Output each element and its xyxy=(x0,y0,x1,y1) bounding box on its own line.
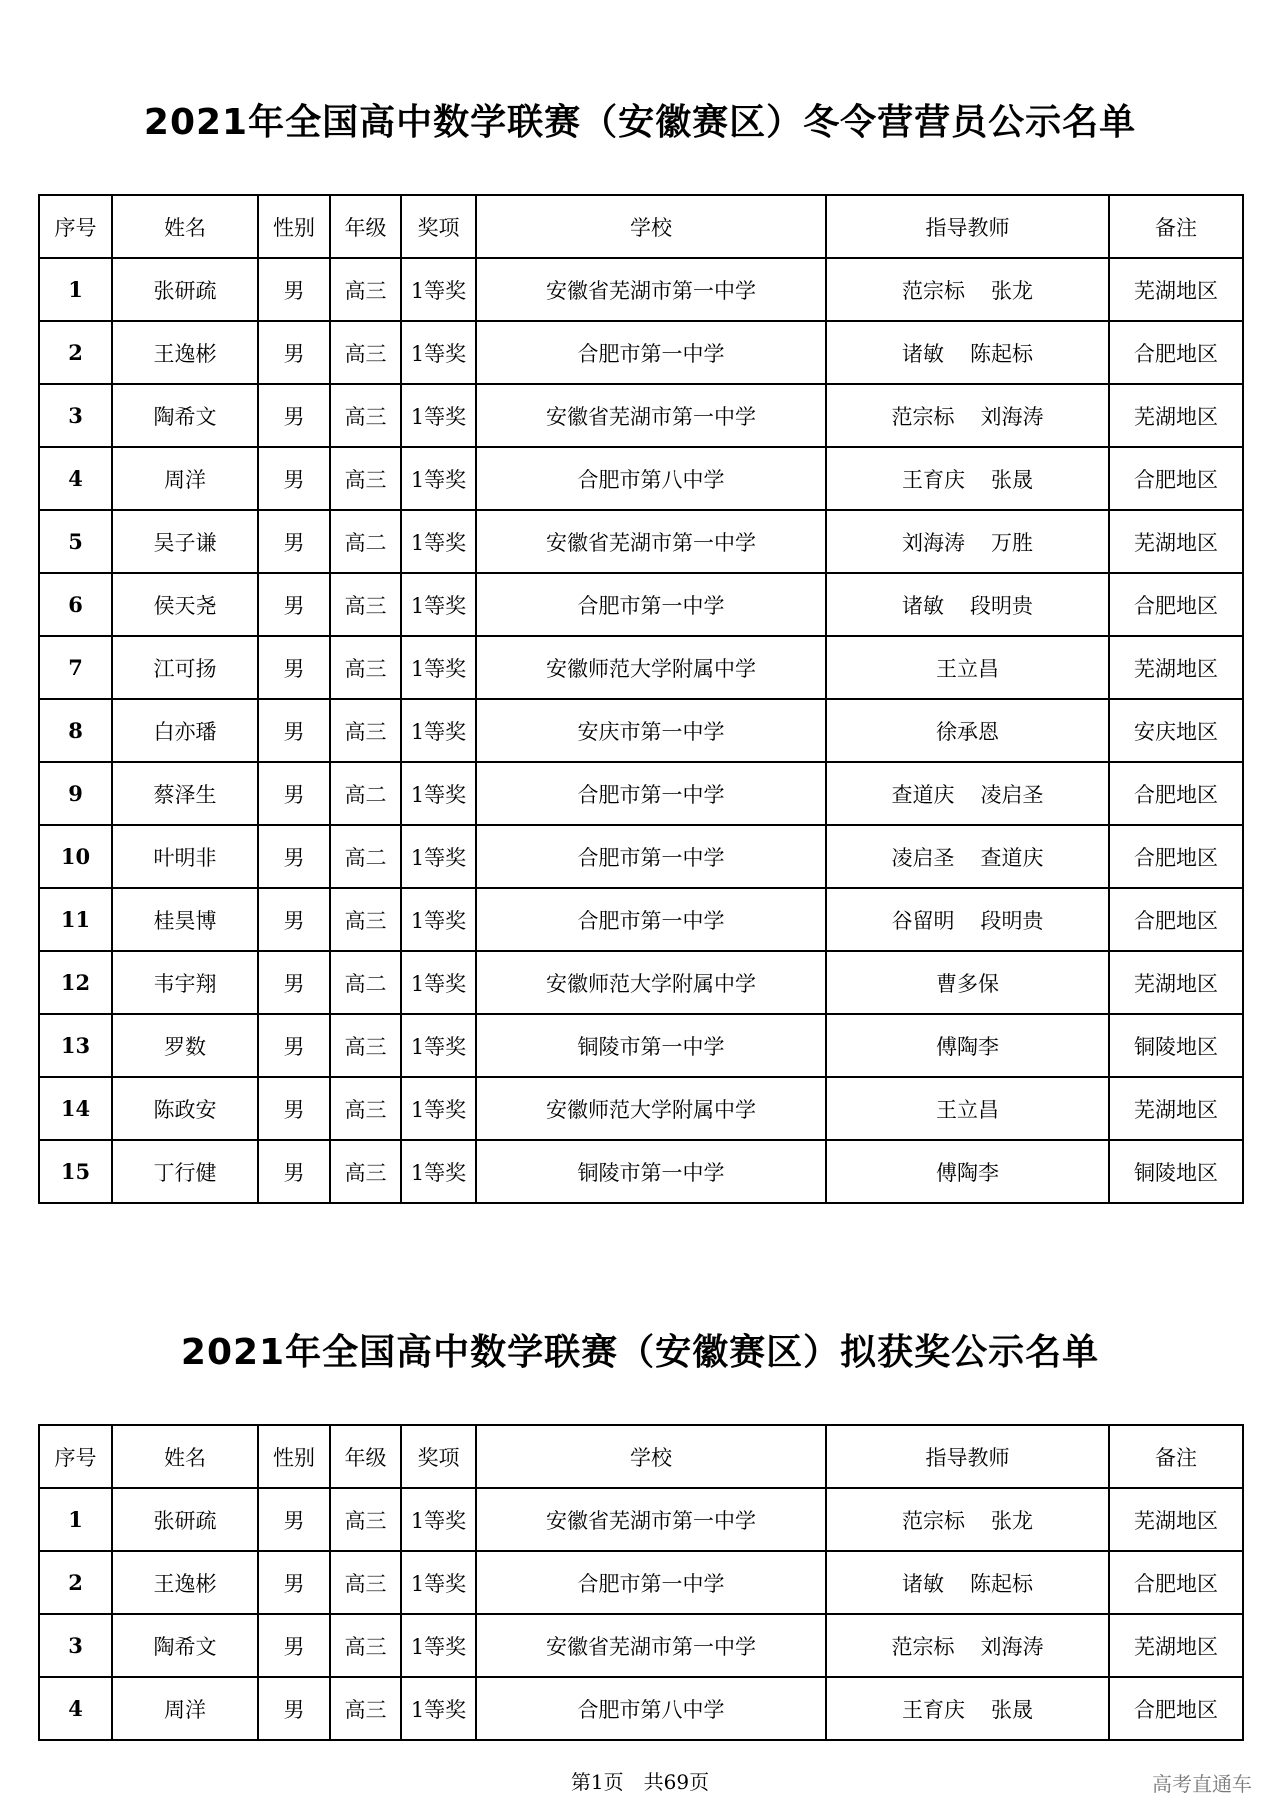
header-note: 备注 xyxy=(1109,1425,1243,1488)
cell-award: 1等奖 xyxy=(401,1614,476,1677)
page-title-camp-list: 2021年全国高中数学联赛（安徽赛区）冬令营营员公示名单 xyxy=(143,102,1137,143)
cell-teacher xyxy=(826,1077,1109,1140)
cell-school: 安徽省芜湖市第一中学 xyxy=(476,510,826,573)
table-header-row xyxy=(39,195,1243,258)
table-row xyxy=(39,1677,1243,1740)
table-row xyxy=(39,825,1243,888)
table-row xyxy=(39,699,1243,762)
cell-no: 7 xyxy=(39,636,112,699)
cell-note: 合肥地区 xyxy=(1109,447,1243,510)
cell-name: 张研疏 xyxy=(112,1488,258,1551)
cell-grade: 高三 xyxy=(330,1614,401,1677)
cell-school: 合肥市第八中学 xyxy=(476,447,826,510)
teacher-name: 刘海涛 xyxy=(902,530,965,555)
cell-grade: 高三 xyxy=(330,1077,401,1140)
cell-school: 安徽省芜湖市第一中学 xyxy=(476,384,826,447)
table-row xyxy=(39,951,1243,1014)
cell-school: 合肥市第一中学 xyxy=(476,825,826,888)
cell-school: 安徽省芜湖市第一中学 xyxy=(476,1488,826,1551)
cell-name: 周洋 xyxy=(112,447,258,510)
cell-school: 合肥市第一中学 xyxy=(476,1551,826,1614)
cell-note: 铜陵地区 xyxy=(1109,1014,1243,1077)
cell-no: 5 xyxy=(39,510,112,573)
cell-gender: 男 xyxy=(258,447,330,510)
cell-gender: 男 xyxy=(258,1077,330,1140)
teacher-name: 查道庆 xyxy=(891,782,955,807)
cell-no: 8 xyxy=(39,699,112,762)
cell-no: 1 xyxy=(39,258,112,321)
cell-teacher xyxy=(826,1488,1109,1551)
table-row xyxy=(39,888,1243,951)
cell-teacher xyxy=(826,384,1109,447)
cell-no: 6 xyxy=(39,573,112,636)
cell-no: 3 xyxy=(39,384,112,447)
table-row xyxy=(39,1077,1243,1140)
cell-teacher xyxy=(826,1140,1109,1203)
cell-grade: 高三 xyxy=(330,1488,401,1551)
header-no: 序号 xyxy=(39,195,112,258)
teacher-name: 刘海涛 xyxy=(980,1634,1044,1659)
table-row xyxy=(39,510,1243,573)
teacher-name: 徐承恩 xyxy=(936,719,999,744)
cell-teacher xyxy=(826,762,1109,825)
cell-no: 4 xyxy=(39,447,112,510)
teacher-name: 范宗标 xyxy=(891,404,955,429)
cell-gender: 男 xyxy=(258,510,330,573)
cell-no: 4 xyxy=(39,1677,112,1740)
header-teacher: 指导教师 xyxy=(826,195,1109,258)
header-grade: 年级 xyxy=(330,195,401,258)
cell-gender: 男 xyxy=(258,1488,330,1551)
table-row xyxy=(39,1140,1243,1203)
cell-teacher xyxy=(826,825,1109,888)
cell-note: 芜湖地区 xyxy=(1109,636,1243,699)
cell-school: 合肥市第一中学 xyxy=(476,573,826,636)
cell-gender: 男 xyxy=(258,1140,330,1203)
teacher-name: 王育庆 xyxy=(902,1697,965,1722)
cell-award: 1等奖 xyxy=(401,1140,476,1203)
cell-grade: 高三 xyxy=(330,1014,401,1077)
cell-name: 蔡泽生 xyxy=(112,762,258,825)
cell-school: 安徽师范大学附属中学 xyxy=(476,636,826,699)
cell-school: 合肥市第八中学 xyxy=(476,1677,826,1740)
cell-gender: 男 xyxy=(258,1677,330,1740)
teacher-name: 凌启圣 xyxy=(980,782,1044,807)
cell-school: 合肥市第一中学 xyxy=(476,888,826,951)
teacher-name: 范宗标 xyxy=(902,278,965,303)
teacher-name: 凌启圣 xyxy=(891,845,955,870)
cell-note: 芜湖地区 xyxy=(1109,1077,1243,1140)
table-row xyxy=(39,1614,1243,1677)
table-header-row xyxy=(39,1425,1243,1488)
cell-teacher xyxy=(826,1677,1109,1740)
camp-list-table xyxy=(38,194,1244,1204)
cell-teacher xyxy=(826,951,1109,1014)
cell-name: 罗数 xyxy=(112,1014,258,1077)
cell-no: 3 xyxy=(39,1614,112,1677)
cell-teacher xyxy=(826,1614,1109,1677)
teacher-name: 段明贵 xyxy=(970,593,1033,618)
cell-name: 王逸彬 xyxy=(112,321,258,384)
cell-note: 铜陵地区 xyxy=(1109,1140,1243,1203)
cell-note: 芜湖地区 xyxy=(1109,1488,1243,1551)
header-school: 学校 xyxy=(476,195,826,258)
cell-no: 10 xyxy=(39,825,112,888)
cell-award: 1等奖 xyxy=(401,321,476,384)
cell-award: 1等奖 xyxy=(401,699,476,762)
page-title-award-list: 2021年全国高中数学联赛（安徽赛区）拟获奖公示名单 xyxy=(180,1332,1100,1373)
cell-school: 合肥市第一中学 xyxy=(476,762,826,825)
teacher-name: 刘海涛 xyxy=(980,404,1044,429)
header-gender: 性别 xyxy=(258,1425,330,1488)
cell-teacher xyxy=(826,888,1109,951)
cell-no: 2 xyxy=(39,1551,112,1614)
cell-school: 合肥市第一中学 xyxy=(476,321,826,384)
cell-award: 1等奖 xyxy=(401,951,476,1014)
cell-award: 1等奖 xyxy=(401,1551,476,1614)
header-grade: 年级 xyxy=(330,1425,401,1488)
cell-name: 叶明非 xyxy=(112,825,258,888)
table-row xyxy=(39,1488,1243,1551)
cell-gender: 男 xyxy=(258,1614,330,1677)
header-award: 奖项 xyxy=(401,1425,476,1488)
teacher-name: 范宗标 xyxy=(902,1508,965,1533)
cell-school: 安徽省芜湖市第一中学 xyxy=(476,1614,826,1677)
cell-note: 合肥地区 xyxy=(1109,573,1243,636)
table-row xyxy=(39,384,1243,447)
teacher-name: 陈起标 xyxy=(970,341,1033,366)
cell-name: 白亦璠 xyxy=(112,699,258,762)
cell-note: 芜湖地区 xyxy=(1109,951,1243,1014)
cell-grade: 高二 xyxy=(330,510,401,573)
cell-note: 芜湖地区 xyxy=(1109,1614,1243,1677)
cell-gender: 男 xyxy=(258,699,330,762)
table-row xyxy=(39,636,1243,699)
cell-award: 1等奖 xyxy=(401,1077,476,1140)
cell-gender: 男 xyxy=(258,258,330,321)
table-row xyxy=(39,573,1243,636)
table-row xyxy=(39,1014,1243,1077)
cell-name: 周洋 xyxy=(112,1677,258,1740)
teacher-name: 诸敏 xyxy=(902,341,944,366)
cell-gender: 男 xyxy=(258,762,330,825)
table-row xyxy=(39,447,1243,510)
cell-no: 2 xyxy=(39,321,112,384)
header-school: 学校 xyxy=(476,1425,826,1488)
teacher-name: 查道庆 xyxy=(980,845,1044,870)
cell-grade: 高三 xyxy=(330,699,401,762)
cell-name: 陶希文 xyxy=(112,384,258,447)
cell-teacher xyxy=(826,321,1109,384)
cell-award: 1等奖 xyxy=(401,447,476,510)
teacher-name: 傅陶李 xyxy=(936,1160,999,1185)
cell-no: 14 xyxy=(39,1077,112,1140)
cell-note: 合肥地区 xyxy=(1109,762,1243,825)
header-gender: 性别 xyxy=(258,195,330,258)
cell-award: 1等奖 xyxy=(401,1488,476,1551)
cell-school: 铜陵市第一中学 xyxy=(476,1140,826,1203)
cell-gender: 男 xyxy=(258,573,330,636)
cell-grade: 高三 xyxy=(330,636,401,699)
cell-school: 铜陵市第一中学 xyxy=(476,1014,826,1077)
cell-gender: 男 xyxy=(258,384,330,447)
teacher-name: 诸敏 xyxy=(902,1571,944,1596)
cell-note: 合肥地区 xyxy=(1109,321,1243,384)
cell-grade: 高三 xyxy=(330,384,401,447)
cell-gender: 男 xyxy=(258,1551,330,1614)
teacher-name: 范宗标 xyxy=(891,1634,955,1659)
cell-award: 1等奖 xyxy=(401,510,476,573)
watermark-text: 高考直通车 xyxy=(1152,1772,1252,1796)
cell-teacher xyxy=(826,447,1109,510)
table-row xyxy=(39,1551,1243,1614)
teacher-name: 段明贵 xyxy=(980,908,1044,933)
cell-award: 1等奖 xyxy=(401,384,476,447)
teacher-name: 张龙 xyxy=(991,1508,1033,1533)
teacher-name: 王育庆 xyxy=(902,467,965,492)
teacher-name: 张晟 xyxy=(991,1697,1033,1722)
cell-grade: 高三 xyxy=(330,258,401,321)
cell-teacher xyxy=(826,1014,1109,1077)
cell-no: 12 xyxy=(39,951,112,1014)
cell-gender: 男 xyxy=(258,636,330,699)
cell-award: 1等奖 xyxy=(401,825,476,888)
table-row xyxy=(39,321,1243,384)
page-number-footer: 第1页 共69页 xyxy=(570,1770,710,1794)
header-award: 奖项 xyxy=(401,195,476,258)
header-note: 备注 xyxy=(1109,195,1243,258)
teacher-name: 曹多保 xyxy=(936,971,999,996)
cell-name: 吴子谦 xyxy=(112,510,258,573)
cell-name: 侯天尧 xyxy=(112,573,258,636)
cell-grade: 高三 xyxy=(330,1677,401,1740)
cell-gender: 男 xyxy=(258,888,330,951)
cell-award: 1等奖 xyxy=(401,888,476,951)
teacher-name: 王立昌 xyxy=(936,1097,999,1122)
cell-gender: 男 xyxy=(258,321,330,384)
cell-name: 桂昊博 xyxy=(112,888,258,951)
cell-award: 1等奖 xyxy=(401,258,476,321)
header-name: 姓名 xyxy=(112,1425,258,1488)
teacher-name: 万胜 xyxy=(991,530,1033,555)
cell-note: 芜湖地区 xyxy=(1109,510,1243,573)
cell-note: 芜湖地区 xyxy=(1109,258,1243,321)
cell-teacher xyxy=(826,573,1109,636)
cell-note: 合肥地区 xyxy=(1109,1551,1243,1614)
cell-grade: 高三 xyxy=(330,1551,401,1614)
teacher-name: 张晟 xyxy=(991,467,1033,492)
teacher-name: 傅陶李 xyxy=(936,1034,999,1059)
cell-award: 1等奖 xyxy=(401,1677,476,1740)
cell-award: 1等奖 xyxy=(401,636,476,699)
cell-no: 9 xyxy=(39,762,112,825)
cell-note: 合肥地区 xyxy=(1109,888,1243,951)
header-name: 姓名 xyxy=(112,195,258,258)
teacher-name: 陈起标 xyxy=(970,1571,1033,1596)
cell-no: 13 xyxy=(39,1014,112,1077)
cell-gender: 男 xyxy=(258,825,330,888)
cell-gender: 男 xyxy=(258,951,330,1014)
cell-grade: 高二 xyxy=(330,951,401,1014)
cell-school: 安徽省芜湖市第一中学 xyxy=(476,258,826,321)
header-teacher: 指导教师 xyxy=(826,1425,1109,1488)
header-no: 序号 xyxy=(39,1425,112,1488)
cell-name: 陶希文 xyxy=(112,1614,258,1677)
cell-teacher xyxy=(826,1551,1109,1614)
cell-school: 安徽师范大学附属中学 xyxy=(476,951,826,1014)
cell-grade: 高三 xyxy=(330,888,401,951)
cell-no: 11 xyxy=(39,888,112,951)
cell-name: 江可扬 xyxy=(112,636,258,699)
cell-teacher xyxy=(826,510,1109,573)
cell-name: 张研疏 xyxy=(112,258,258,321)
cell-note: 芜湖地区 xyxy=(1109,384,1243,447)
cell-award: 1等奖 xyxy=(401,762,476,825)
cell-teacher xyxy=(826,636,1109,699)
table-row xyxy=(39,762,1243,825)
teacher-name: 王立昌 xyxy=(936,656,999,681)
cell-grade: 高二 xyxy=(330,762,401,825)
cell-award: 1等奖 xyxy=(401,1014,476,1077)
award-list-table xyxy=(38,1424,1244,1741)
cell-grade: 高二 xyxy=(330,825,401,888)
cell-teacher xyxy=(826,258,1109,321)
cell-grade: 高三 xyxy=(330,573,401,636)
cell-school: 安徽师范大学附属中学 xyxy=(476,1077,826,1140)
cell-no: 1 xyxy=(39,1488,112,1551)
cell-gender: 男 xyxy=(258,1014,330,1077)
cell-school: 安庆市第一中学 xyxy=(476,699,826,762)
cell-note: 合肥地区 xyxy=(1109,1677,1243,1740)
cell-name: 韦宇翔 xyxy=(112,951,258,1014)
cell-grade: 高三 xyxy=(330,321,401,384)
cell-teacher xyxy=(826,699,1109,762)
cell-note: 合肥地区 xyxy=(1109,825,1243,888)
cell-name: 王逸彬 xyxy=(112,1551,258,1614)
cell-grade: 高三 xyxy=(330,1140,401,1203)
cell-name: 陈政安 xyxy=(112,1077,258,1140)
table-row xyxy=(39,258,1243,321)
cell-no: 15 xyxy=(39,1140,112,1203)
cell-name: 丁行健 xyxy=(112,1140,258,1203)
cell-grade: 高三 xyxy=(330,447,401,510)
teacher-name: 谷留明 xyxy=(891,908,955,933)
teacher-name: 诸敏 xyxy=(902,593,944,618)
cell-award: 1等奖 xyxy=(401,573,476,636)
cell-note: 安庆地区 xyxy=(1109,699,1243,762)
teacher-name: 张龙 xyxy=(991,278,1033,303)
